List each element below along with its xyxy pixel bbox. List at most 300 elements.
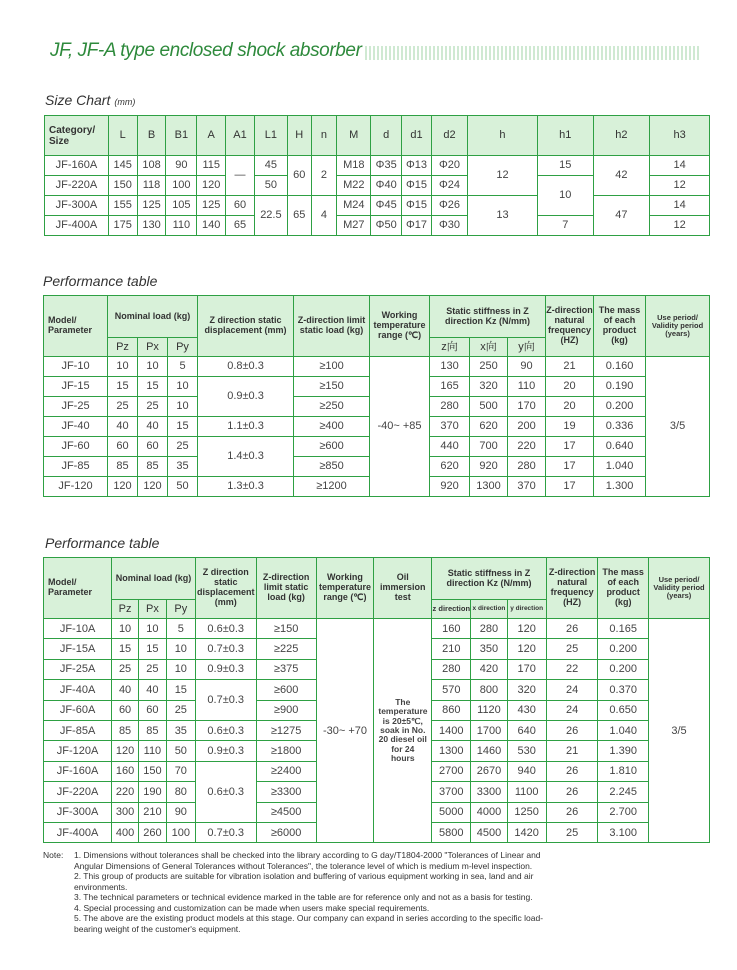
cell: 0.650 [598,700,649,720]
note-item: 3. The technical parameters or technical evidence marked in the table are for reference only and not as a basis for testing. [74,892,533,902]
cell: JF-220A [45,176,109,196]
cell: 15 [168,417,198,437]
note-item: 2. This group of products are suitable for vibration isolation and buffering of various equipment working in sea, land and air environments. [74,871,534,892]
header-cell: Nominal load (kg) [112,558,196,600]
cell: 26 [546,720,598,740]
cell: 42 [593,156,650,196]
cell: 170 [507,659,546,679]
cell: 1.040 [598,720,649,740]
cell: 1300 [432,741,471,761]
table-row [44,357,710,377]
cell: 2.245 [598,782,649,802]
header-cell: Working temperature range (℃) [316,558,374,619]
header-cell: Z direction static displacement (mm) [198,296,294,357]
cell: JF-120A [44,741,112,761]
cell: 620 [430,457,470,477]
cell: JF-85 [44,457,108,477]
header-cell: h [467,116,537,156]
cell: 280 [430,397,470,417]
cell: 10 [166,659,195,679]
cell: 85 [138,720,166,740]
cell: JF-40 [44,417,108,437]
cell: 420 [471,659,507,679]
cell: 15 [108,377,138,397]
cell: JF-220A [44,782,112,802]
cell: 940 [507,761,546,781]
cell: 120 [138,477,168,497]
cell: 118 [137,176,166,196]
cell: 1420 [507,822,546,842]
cell: 0.200 [598,639,649,659]
cell: 21 [546,741,598,761]
cell: 22.5 [254,196,287,236]
cell: 26 [546,619,598,639]
cell: Φ26 [431,196,467,216]
cell: Φ13 [402,156,432,176]
cell: 45 [254,156,287,176]
cell: 1100 [507,782,546,802]
header-cell: Nominal load (kg) [108,296,198,338]
cell: 0.160 [594,357,646,377]
cell: Φ20 [431,156,467,176]
cell: 40 [112,680,139,700]
notes-label: Note: [43,850,64,860]
cell: 85 [108,457,138,477]
header-cell: Z-direction limit static load (kg) [294,296,370,357]
cell: 0.640 [594,437,646,457]
cell: 14 [650,196,710,216]
cell: 26 [546,802,598,822]
header-cell: L [108,116,137,156]
cell: 2.700 [598,802,649,822]
cell: ≥250 [294,397,370,417]
cell: 1.1±0.3 [198,417,294,437]
cell: 370 [508,477,546,497]
header-cell: h3 [650,116,710,156]
cell: 120 [197,176,226,196]
cell: ≥150 [294,377,370,397]
cell: 15 [166,680,195,700]
header-cell: The mass of each product (kg) [598,558,649,619]
cell: 1300 [470,477,508,497]
cell: 0.8±0.3 [198,357,294,377]
cell: 0.6±0.3 [195,619,256,639]
size-chart-title: Size Chart [45,92,111,108]
cell: 220 [508,437,546,457]
cell: 115 [197,156,226,176]
cell: 280 [432,659,471,679]
cell: 170 [508,397,546,417]
cell: The temperature is 20±5℃, soak in No. 20 diesel oil for 24 hours [374,619,432,843]
cell: 17 [546,437,594,457]
cell: ≥600 [256,680,316,700]
header-cell: A1 [226,116,255,156]
cell: ≥900 [256,700,316,720]
cell: 5 [168,357,198,377]
cell: 430 [507,700,546,720]
header-cell: Oil immersion test [374,558,432,619]
cell: JF-160A [44,761,112,781]
cell: 24 [546,680,598,700]
cell: 0.336 [594,417,646,437]
cell: 1.4±0.3 [198,437,294,477]
cell: 3/5 [648,619,709,843]
cell: 920 [430,477,470,497]
cell: 90 [166,156,197,176]
cell: 110 [166,216,197,236]
cell: 35 [168,457,198,477]
header-cell: Px [138,600,166,619]
cell: 40 [108,417,138,437]
cell: 25 [112,659,139,679]
cell: JF-120 [44,477,108,497]
cell: 0.370 [598,680,649,700]
cell: 20 [546,377,594,397]
header-cell: Py [168,338,198,357]
cell: JF-160A [45,156,109,176]
cell: 150 [108,176,137,196]
cell: 10 [138,619,166,639]
cell: Φ45 [371,196,402,216]
cell: 25 [166,700,195,720]
cell: 220 [112,782,139,802]
cell: 15 [112,639,139,659]
cell: 22 [546,659,598,679]
cell: 130 [137,216,166,236]
cell: ≥3300 [256,782,316,802]
header-cell: x direction [471,600,507,619]
size-chart-table [44,115,710,236]
cell: JF-300A [45,196,109,216]
size-chart-unit: (mm) [114,97,136,107]
cell: 210 [138,802,166,822]
cell: 100 [166,822,195,842]
cell: 860 [432,700,471,720]
cell: Φ30 [431,216,467,236]
cell: 50 [166,741,195,761]
cell: 3/5 [646,357,710,497]
cell: M27 [337,216,371,236]
cell: 0.7±0.3 [195,680,256,721]
header-cell: z向 [430,338,470,357]
header-cell: B [137,116,166,156]
header-cell: H [287,116,311,156]
cell: 320 [507,680,546,700]
cell: 0.7±0.3 [195,639,256,659]
perf1-header-row [44,296,710,338]
cell: 19 [546,417,594,437]
cell: JF-10 [44,357,108,377]
cell: 1700 [471,720,507,740]
header-cell: y向 [508,338,546,357]
note-item: 1. Dimensions without tolerances shall be checked into the library according to G day/T1804-2000 "Tolerances of Linear and Angular Dimensions of General Tolerances without Tolerances", the tolerance level of which is medium m-level inspection. [74,850,541,871]
cell: 85 [138,457,168,477]
cell: 85 [112,720,139,740]
cell: 25 [108,397,138,417]
cell: 17 [546,477,594,497]
perf2-table [43,557,710,843]
cell: 15 [138,639,166,659]
cell: 4000 [471,802,507,822]
cell: 400 [112,822,139,842]
cell: 210 [432,639,471,659]
cell: 500 [470,397,508,417]
size-header-row [45,116,710,156]
cell: 65 [287,196,311,236]
cell: 60 [138,700,166,720]
cell: ≥100 [294,357,370,377]
cell: 26 [546,761,598,781]
cell: 2700 [432,761,471,781]
cell: 620 [470,417,508,437]
cell: Φ35 [371,156,402,176]
header-cell: L1 [254,116,287,156]
cell: ≥2400 [256,761,316,781]
cell: 0.9±0.3 [198,377,294,417]
cell: 0.9±0.3 [195,659,256,679]
cell: 160 [432,619,471,639]
cell: JF-15 [44,377,108,397]
cell: JF-85A [44,720,112,740]
cell: ≥150 [256,619,316,639]
cell: 640 [507,720,546,740]
header-cell: Category/ Size [45,116,109,156]
cell: 155 [108,196,137,216]
header-cell: Pz [112,600,139,619]
cell: 0.7±0.3 [195,822,256,842]
header-cell: Use period/ Validity period (years) [648,558,709,619]
note-item: 5. The above are the existing product models at this stage. Our company can expand in series according to the specific load-bearing weight of the customer's equipment. [74,913,544,934]
cell: 320 [470,377,508,397]
cell: 10 [537,176,593,216]
cell: 120 [507,639,546,659]
cell: 1250 [507,802,546,822]
cell: 1.3±0.3 [198,477,294,497]
cell: 440 [430,437,470,457]
cell: 47 [593,196,650,236]
cell: 1.040 [594,457,646,477]
table-row [45,196,710,216]
cell: 120 [108,477,138,497]
cell: 90 [508,357,546,377]
perf2-header-row [44,558,710,600]
cell: Φ40 [371,176,402,196]
note-item: 4. Special processing and customization can be made when users make special requirements. [74,902,430,913]
cell: 60 [287,156,311,196]
cell: JF-40A [44,680,112,700]
cell: JF-300A [44,802,112,822]
header-cell: Static stiffness in Z direction Kz (N/mm) [430,296,546,338]
cell: 300 [112,802,139,822]
cell: Φ15 [402,176,432,196]
cell: 90 [166,802,195,822]
cell: 3.100 [598,822,649,842]
cell: 0.200 [598,659,649,679]
cell: 105 [166,196,197,216]
header-cell: h2 [593,116,650,156]
cell: 3700 [432,782,471,802]
cell: 40 [138,417,168,437]
cell: JF-10A [44,619,112,639]
cell: 200 [508,417,546,437]
header-cell: A [197,116,226,156]
perf2-heading: Performance table [45,535,160,551]
page-title: JF, JF-A type enclosed shock absorber [50,40,362,61]
header-cell: Model/ Parameter [44,296,108,357]
cell: 10 [166,639,195,659]
cell: Φ24 [431,176,467,196]
cell: 80 [166,782,195,802]
header-cell: Z-direction limit static load (kg) [256,558,316,619]
size-chart-heading [45,92,135,108]
cell: 125 [137,196,166,216]
cell: 4500 [471,822,507,842]
cell: JF-400A [45,216,109,236]
cell: JF-60 [44,437,108,457]
cell: 800 [471,680,507,700]
cell: 2 [311,156,337,196]
cell: 60 [138,437,168,457]
cell: 920 [470,457,508,477]
cell: 260 [138,822,166,842]
cell: 130 [430,357,470,377]
cell: 60 [226,196,255,216]
cell: 20 [546,397,594,417]
cell: 15 [537,156,593,176]
cell: 1.300 [594,477,646,497]
cell: ≥225 [256,639,316,659]
cell: 25 [546,639,598,659]
cell: 60 [108,437,138,457]
cell: JF-25 [44,397,108,417]
header-cell: Z-direction natural frequency (HZ) [546,296,594,357]
title-decoration [365,46,700,60]
cell: 50 [168,477,198,497]
cell: 25 [546,822,598,842]
cell: 1120 [471,700,507,720]
cell: 70 [166,761,195,781]
cell: 60 [112,700,139,720]
cell: 0.190 [594,377,646,397]
cell: 17 [546,457,594,477]
header-cell: z direction [432,600,471,619]
cell: JF-400A [44,822,112,842]
cell: 0.6±0.3 [195,720,256,740]
cell: 110 [508,377,546,397]
cell: 280 [508,457,546,477]
cell: 190 [138,782,166,802]
cell: ≥400 [294,417,370,437]
cell: 1460 [471,741,507,761]
cell: M24 [337,196,371,216]
cell: JF-15A [44,639,112,659]
cell: 165 [430,377,470,397]
header-cell: Py [166,600,195,619]
header-cell: M [337,116,371,156]
header-cell: n [311,116,337,156]
cell: Φ15 [402,196,432,216]
cell: 40 [138,680,166,700]
header-cell: h1 [537,116,593,156]
cell: ≥1275 [256,720,316,740]
cell: 1.810 [598,761,649,781]
cell: 13 [467,196,537,236]
cell: 350 [471,639,507,659]
cell: 15 [138,377,168,397]
cell: 10 [168,377,198,397]
cell: 12 [650,176,710,196]
cell: 3300 [471,782,507,802]
header-cell: d [371,116,402,156]
cell: 120 [112,741,139,761]
header-cell: Use period/ Validity period (years) [646,296,710,357]
table-row [44,619,710,639]
cell: 1.390 [598,741,649,761]
header-cell: Z direction static displacement (mm) [195,558,256,619]
cell: 10 [168,397,198,417]
cell: 530 [507,741,546,761]
cell: 12 [467,156,537,196]
header-cell: x向 [470,338,508,357]
header-cell: y direction [507,600,546,619]
header-cell: Static stiffness in Z direction Kz (N/mm) [432,558,547,600]
cell: 12 [650,216,710,236]
cell: 0.9±0.3 [195,741,256,761]
cell: 10 [108,357,138,377]
cell: 145 [108,156,137,176]
cell: 35 [166,720,195,740]
cell: 24 [546,700,598,720]
cell: -40~ +85 [370,357,430,497]
cell: 250 [470,357,508,377]
cell: 280 [471,619,507,639]
cell: M22 [337,176,371,196]
cell: JF-60A [44,700,112,720]
cell: 110 [138,741,166,761]
table-row [45,156,710,176]
cell: — [226,156,255,196]
cell: 14 [650,156,710,176]
header-cell: The mass of each product (kg) [594,296,646,357]
cell: ≥850 [294,457,370,477]
header-cell: Model/ Parameter [44,558,112,619]
cell: 65 [226,216,255,236]
cell: 5800 [432,822,471,842]
header-cell: Pz [108,338,138,357]
header-cell: Px [138,338,168,357]
perf1-heading: Performance table [43,273,158,289]
cell: 5 [166,619,195,639]
cell: 160 [112,761,139,781]
cell: 5000 [432,802,471,822]
cell: 120 [507,619,546,639]
cell: 26 [546,782,598,802]
cell: Φ50 [371,216,402,236]
cell: 125 [197,196,226,216]
cell: 370 [430,417,470,437]
cell: ≥1200 [294,477,370,497]
cell: ≥4500 [256,802,316,822]
header-cell: d2 [431,116,467,156]
header-cell: d1 [402,116,432,156]
cell: 108 [137,156,166,176]
cell: Φ17 [402,216,432,236]
cell: M18 [337,156,371,176]
cell: 2670 [471,761,507,781]
cell: 10 [112,619,139,639]
cell: ≥6000 [256,822,316,842]
cell: 7 [537,216,593,236]
